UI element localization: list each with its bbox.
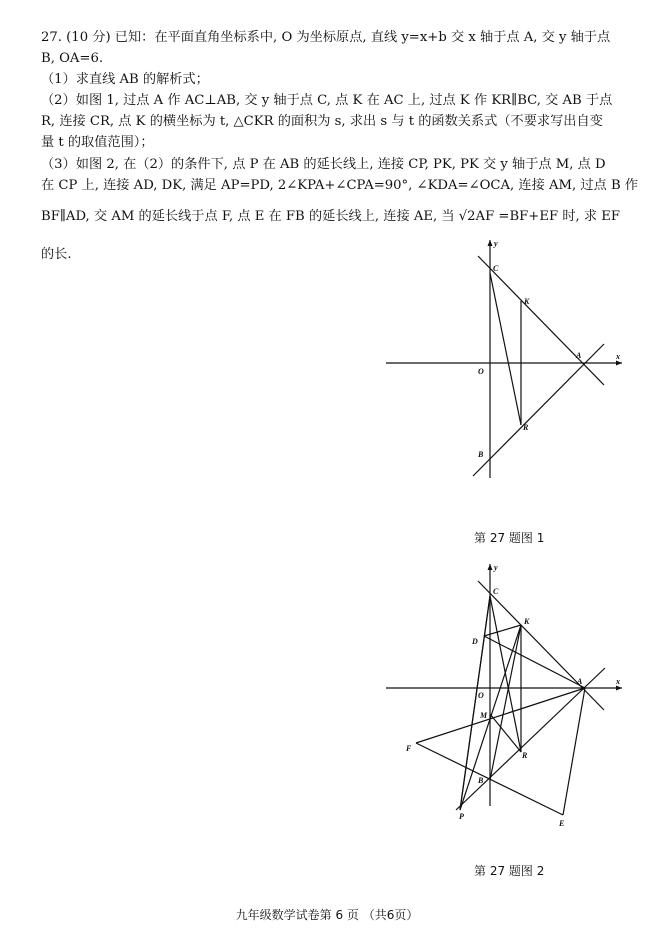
line-ca <box>478 256 604 385</box>
line-ab <box>473 344 604 476</box>
page-footer: 九年级数学试卷第 6 页 （共6页） <box>235 908 419 922</box>
segment-ae <box>563 688 585 815</box>
y-arrow <box>488 564 493 570</box>
label-r: R <box>523 423 529 432</box>
segment-mr <box>490 714 521 752</box>
label-o: O <box>478 367 484 376</box>
label-y: y <box>494 239 498 248</box>
segment-cr <box>490 596 521 752</box>
x-arrow <box>616 686 622 691</box>
problem-line-9: BF∥AD, 交 AM 的延长线于点 F, 点 E 在 FB 的延长线上, 连接 AE, 当 √2AF =BF+EF 时, 求 EF <box>41 209 621 224</box>
label-b: B <box>478 776 484 785</box>
label-k: K <box>524 617 530 626</box>
segment-cb <box>460 596 490 810</box>
label-c: C <box>493 587 499 596</box>
figure-2-caption: 第 27 题图 2 <box>474 864 545 878</box>
segment-fa <box>416 688 585 743</box>
label-b: B <box>478 450 484 459</box>
segment-ad <box>484 636 585 688</box>
problem-line-8: 在 CP 上, 连接 AD, DK, 满足 AP=PD, 2∠KPA+∠CPA=90°, ∠KDA=∠OCA, 连接 AM, 过点 B 作 <box>41 178 639 193</box>
label-x: x <box>616 352 620 361</box>
x-arrow <box>616 361 622 366</box>
segment-bk <box>490 625 521 780</box>
problem-line-6: 量 t 的取值范围）； <box>41 135 154 150</box>
problem-line-1: 27. (10 分) 已知：在平面直角坐标系中, O 为坐标原点, 直线 y=x+b 交 x 轴于点 A, 交 y 轴于点 <box>41 30 611 45</box>
problem-line-3: （1）求直线 AB 的解析式； <box>41 72 209 87</box>
label-m: M <box>480 711 488 720</box>
problem-line-10: 的长. <box>41 247 72 262</box>
label-a: A <box>576 351 582 360</box>
figure-1-caption: 第 27 题图 1 <box>474 531 545 545</box>
label-p: P <box>459 812 464 821</box>
label-k: K <box>524 297 530 306</box>
label-a: A <box>577 677 583 686</box>
label-d: D <box>472 637 478 646</box>
problem-line-7: （3）如图 2, 在（2）的条件下, 点 P 在 AB 的延长线上, 连接 CP, PK, PK 交 y 轴于点 M, 点 D <box>41 157 606 172</box>
label-c: C <box>493 264 499 273</box>
label-e: E <box>559 819 565 828</box>
label-o: O <box>478 691 484 700</box>
label-x: x <box>616 677 620 686</box>
problem-line-5: R, 连接 CR, 点 K 的横坐标为 t, △CKR 的面积为 s, 求出 s 与 t 的函数关系式（不要求写出自变 <box>41 114 603 129</box>
problem-line-2: B, OA=6. <box>41 51 104 66</box>
figure-1 <box>380 232 630 487</box>
label-y: y <box>494 563 498 572</box>
figure-2 <box>380 556 630 836</box>
y-arrow <box>488 240 493 246</box>
label-r: R <box>522 751 528 760</box>
label-f: F <box>406 744 412 753</box>
problem-line-4: （2）如图 1, 过点 A 作 AC⊥AB, 交 y 轴于点 C, 点 K 在 AC 上, 过点 K 作 KR∥BC, 交 AB 于点 <box>41 93 613 108</box>
